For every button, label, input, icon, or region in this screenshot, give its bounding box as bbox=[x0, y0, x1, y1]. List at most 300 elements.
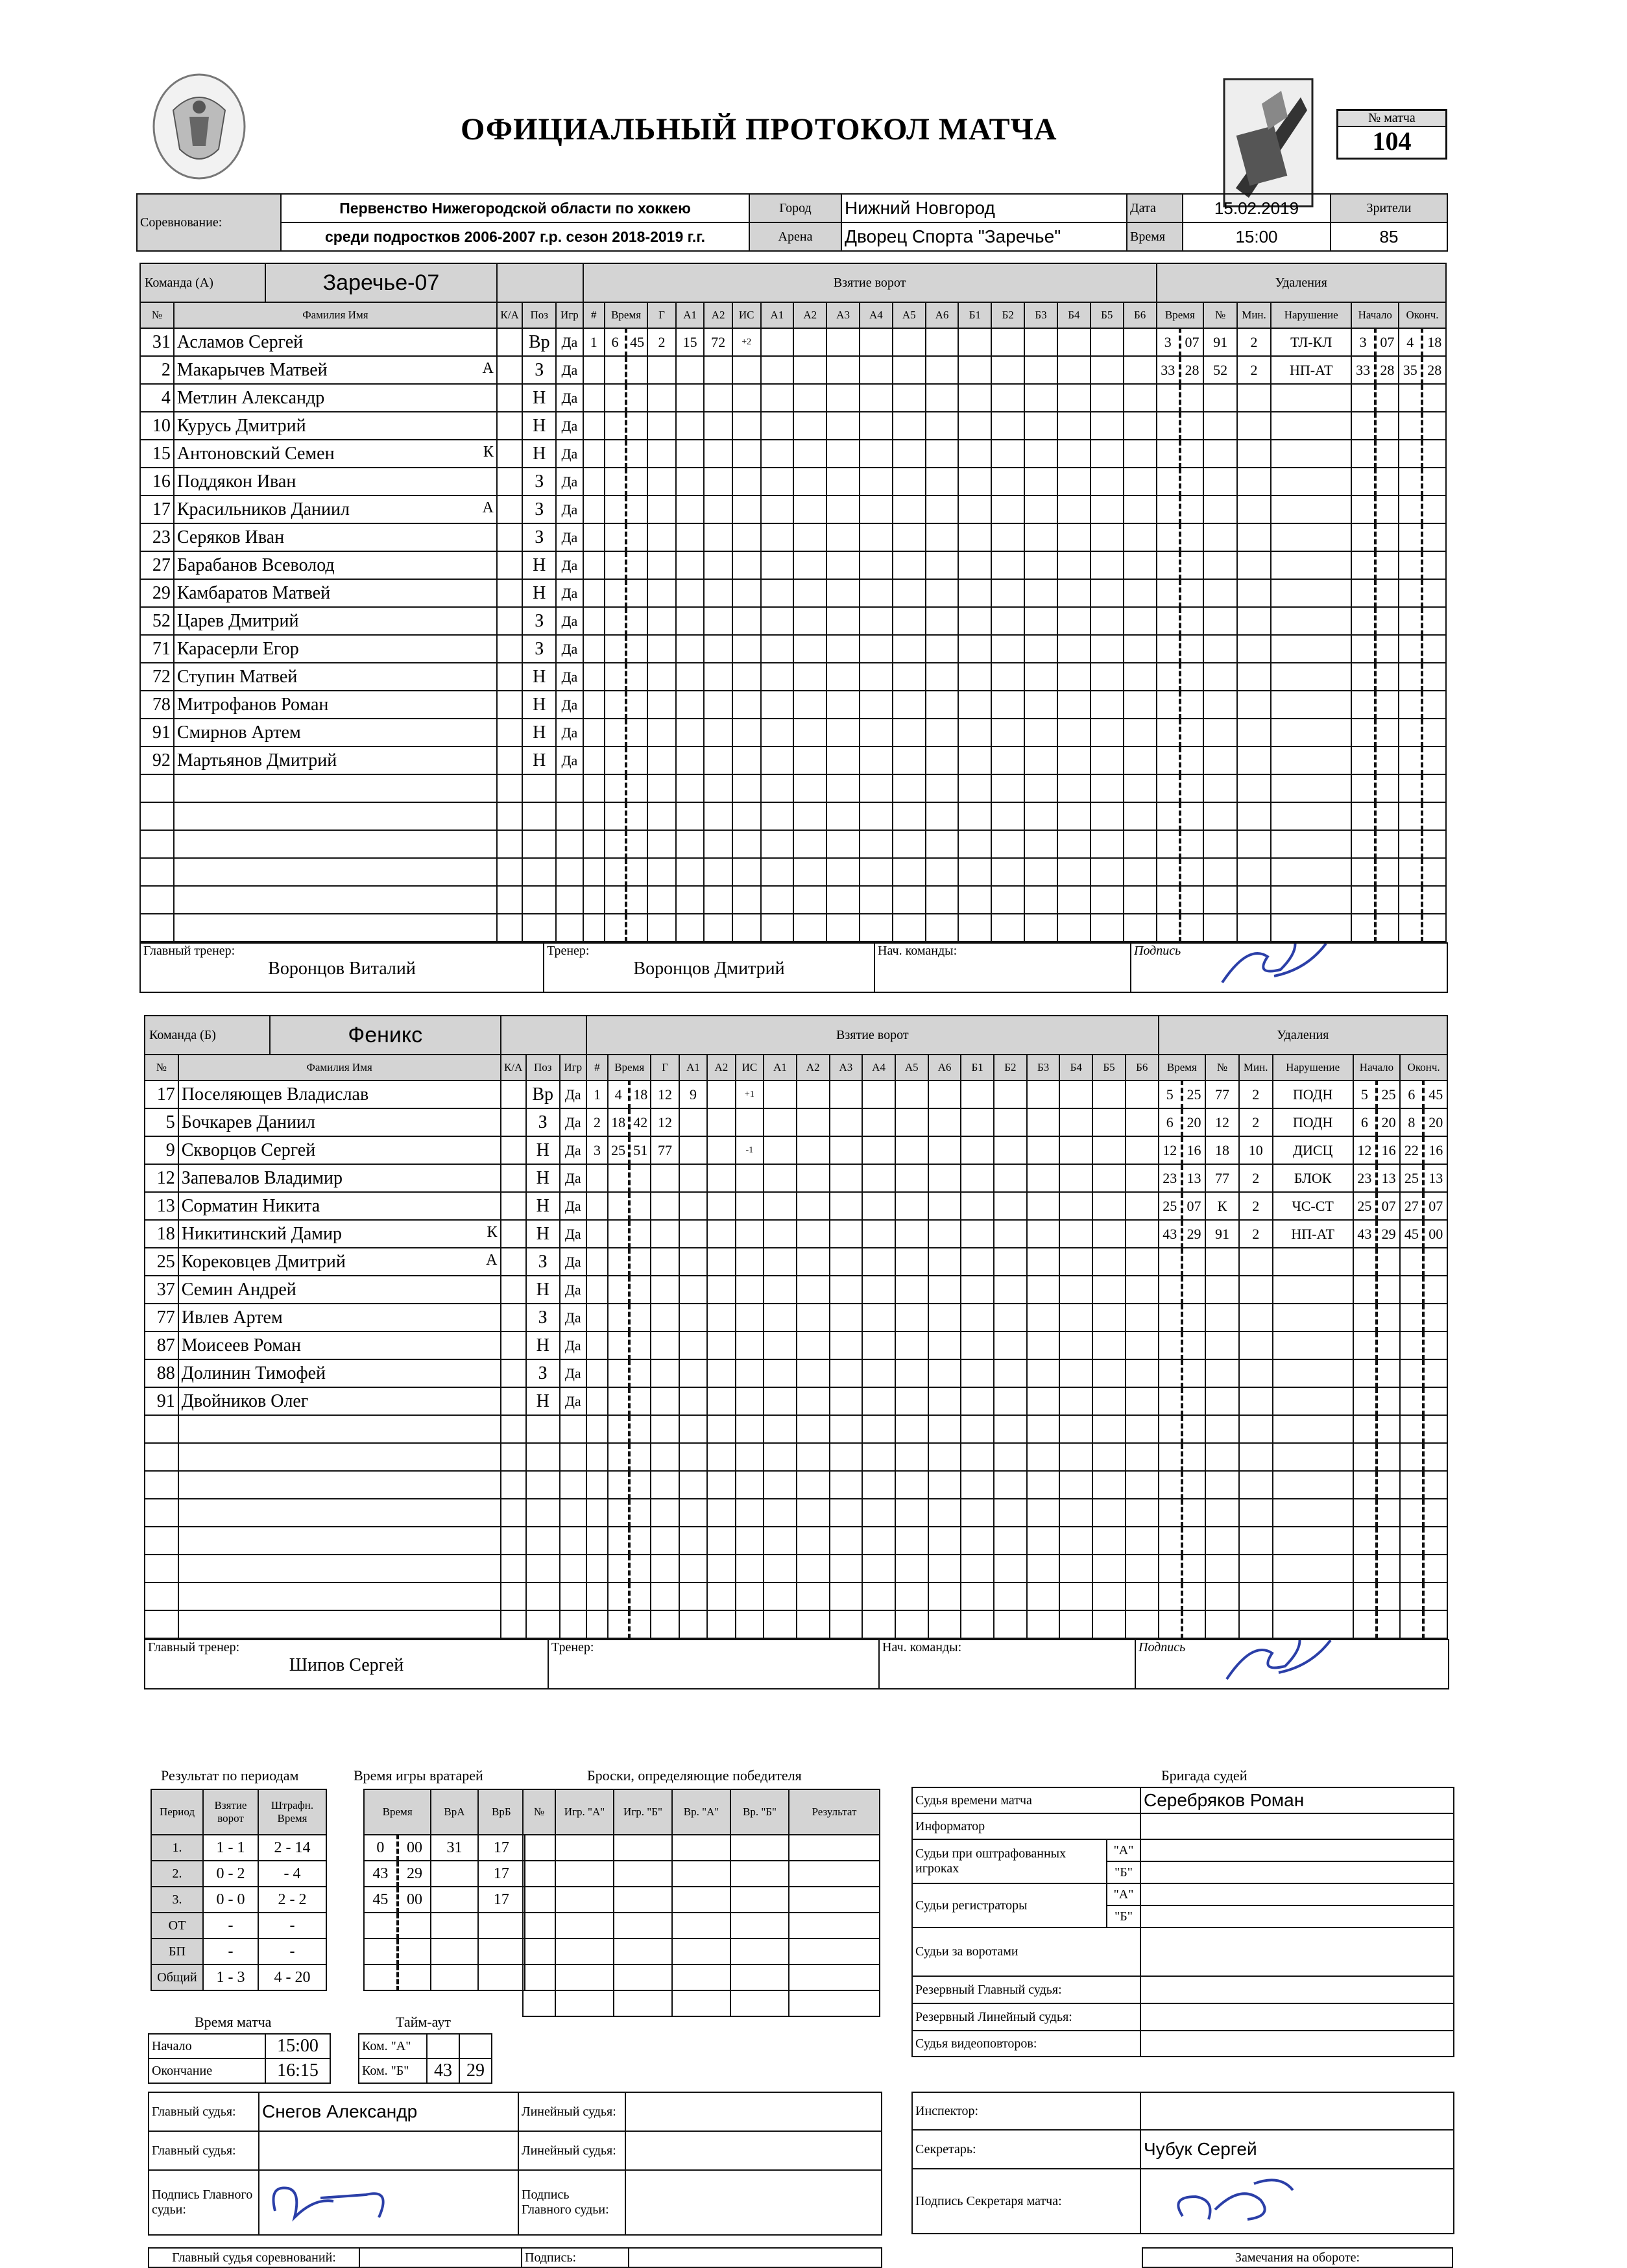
head-ref2-label: Главный судья: bbox=[149, 2131, 259, 2170]
reserve-line-label: Резервный Линейный судья: bbox=[912, 2003, 1140, 2031]
pen-sec bbox=[1180, 384, 1203, 412]
goal-sec bbox=[626, 691, 647, 719]
goal-a1 bbox=[676, 830, 705, 858]
timeout-b-label: Ком. "Б" bbox=[359, 2059, 427, 2083]
player-number: 27 bbox=[140, 551, 174, 579]
goal-no bbox=[583, 440, 605, 468]
pen-start-sec bbox=[1375, 579, 1399, 607]
player-number bbox=[145, 1471, 178, 1499]
periods-table bbox=[151, 1789, 327, 1991]
pen-sec bbox=[1182, 1527, 1205, 1555]
goal-no bbox=[586, 1359, 608, 1387]
player-number bbox=[140, 774, 174, 802]
player-pos: Н bbox=[526, 1276, 560, 1304]
player-ka: К bbox=[483, 443, 494, 460]
pen-sec bbox=[1180, 579, 1203, 607]
goal-strength bbox=[732, 607, 761, 635]
pen-player bbox=[1205, 1471, 1239, 1499]
pen-start-sec: 29 bbox=[1377, 1220, 1400, 1248]
pen-start-sec: 25 bbox=[1377, 1080, 1400, 1108]
goal-strength bbox=[736, 1527, 764, 1555]
period-name: Общий bbox=[151, 1964, 203, 1990]
goal-a2: 72 bbox=[704, 328, 732, 356]
pen-start-sec bbox=[1375, 635, 1399, 663]
reg-a-mark: "А" bbox=[1107, 1883, 1140, 1905]
goal-a2 bbox=[707, 1415, 735, 1443]
goal-min bbox=[608, 1443, 629, 1471]
goalie-b bbox=[478, 1913, 525, 1939]
goal-sec bbox=[626, 914, 647, 942]
goal-min bbox=[608, 1415, 629, 1443]
goal-strength bbox=[736, 1582, 764, 1610]
player-row bbox=[145, 1387, 1447, 1415]
goal-scorer bbox=[651, 1555, 679, 1582]
goalie-min: 45 bbox=[364, 1887, 398, 1913]
goal-strength: +2 bbox=[732, 328, 761, 356]
goal-no bbox=[583, 635, 605, 663]
chief-ref-comp-label: Главный судья соревнований: bbox=[149, 2248, 359, 2267]
player-played: Да bbox=[556, 328, 583, 356]
pen-min bbox=[1159, 1610, 1182, 1638]
goal-a1 bbox=[679, 1108, 707, 1136]
period-header: Период bbox=[151, 1789, 203, 1835]
player-pos: Н bbox=[522, 691, 556, 719]
goal-sec bbox=[629, 1220, 651, 1248]
player-name: Митрофанов Роман bbox=[176, 694, 329, 715]
goal-a1 bbox=[676, 719, 705, 746]
player-row bbox=[140, 830, 1446, 858]
pen-player bbox=[1203, 774, 1237, 802]
player-pos bbox=[522, 886, 556, 914]
pen-minutes bbox=[1237, 384, 1271, 412]
player-played: Да bbox=[560, 1331, 586, 1359]
pen-end-sec bbox=[1422, 551, 1446, 579]
timeout-a-label: Ком. "А" bbox=[359, 2034, 427, 2059]
player-number: 17 bbox=[145, 1080, 178, 1108]
player-number bbox=[145, 1415, 178, 1443]
pen-start-sec bbox=[1377, 1499, 1400, 1527]
pen-min: 5 bbox=[1159, 1080, 1182, 1108]
goal-a1 bbox=[679, 1415, 707, 1443]
pen-infraction bbox=[1271, 607, 1352, 635]
pen-start-min bbox=[1351, 579, 1375, 607]
pen-player bbox=[1205, 1387, 1239, 1415]
pen-minutes bbox=[1237, 886, 1271, 914]
pen-min: 6 bbox=[1159, 1108, 1182, 1136]
timekeeper-value: Серебряков Роман bbox=[1140, 1787, 1454, 1813]
goal-no bbox=[583, 914, 605, 942]
goal-strength: -1 bbox=[736, 1136, 764, 1164]
goal-scorer bbox=[647, 914, 676, 942]
pen-end-sec bbox=[1423, 1471, 1447, 1499]
player-pos: З bbox=[526, 1304, 560, 1331]
player-pos bbox=[526, 1527, 560, 1555]
player-pos: Н bbox=[522, 719, 556, 746]
period-pim: 2 - 2 bbox=[258, 1887, 326, 1913]
timeout-table bbox=[358, 2033, 492, 2084]
goal-a1 bbox=[676, 440, 705, 468]
goal-a1 bbox=[679, 1443, 707, 1471]
goal-strength bbox=[732, 914, 761, 942]
pen-infraction bbox=[1273, 1527, 1353, 1555]
pen-player bbox=[1205, 1582, 1239, 1610]
goalie-sec bbox=[398, 1913, 431, 1939]
goal-scorer bbox=[647, 886, 676, 914]
goal-min bbox=[608, 1359, 629, 1387]
shootout-header: № bbox=[523, 1789, 555, 1835]
pen-minutes bbox=[1237, 719, 1271, 746]
pen-infraction: ЧС-СТ bbox=[1273, 1192, 1353, 1220]
pen-start-sec bbox=[1375, 495, 1399, 523]
pen-start-min: 43 bbox=[1353, 1220, 1377, 1248]
player-ka: А bbox=[482, 359, 494, 377]
goal-a1 bbox=[679, 1471, 707, 1499]
pen-start-sec bbox=[1375, 551, 1399, 579]
pen-end-min bbox=[1400, 1304, 1423, 1331]
goalie-b: 17 bbox=[478, 1835, 525, 1861]
goal-scorer bbox=[647, 830, 676, 858]
goal-no bbox=[583, 607, 605, 635]
video-ref-label: Судья видеоповторов: bbox=[912, 2031, 1140, 2057]
pen-start-sec bbox=[1375, 774, 1399, 802]
pen-start-sec bbox=[1377, 1527, 1400, 1555]
goalie-min bbox=[364, 1913, 398, 1939]
player-number: 87 bbox=[145, 1331, 178, 1359]
goal-a2 bbox=[704, 663, 732, 691]
goal-min bbox=[608, 1304, 629, 1331]
goal-scorer bbox=[651, 1276, 679, 1304]
pen-min bbox=[1157, 719, 1180, 746]
period-row bbox=[151, 1939, 326, 1964]
player-number: 78 bbox=[140, 691, 174, 719]
goal-sec: 42 bbox=[629, 1108, 651, 1136]
goal-a2 bbox=[707, 1527, 735, 1555]
pen-infraction bbox=[1271, 691, 1352, 719]
player-number: 15 bbox=[140, 440, 174, 468]
pen-player bbox=[1203, 440, 1237, 468]
pen-end-min bbox=[1400, 1276, 1423, 1304]
player-row bbox=[145, 1582, 1447, 1610]
pen-minutes bbox=[1237, 495, 1271, 523]
pen-infraction bbox=[1271, 551, 1352, 579]
pen-end-min: 8 bbox=[1400, 1108, 1423, 1136]
goal-a2 bbox=[704, 746, 732, 774]
player-name: Курусь Дмитрий bbox=[176, 415, 306, 436]
goal-no: 3 bbox=[586, 1136, 608, 1164]
player-pos: Н bbox=[526, 1192, 560, 1220]
pen-end-sec bbox=[1423, 1387, 1447, 1415]
player-name: Смирнов Артем bbox=[176, 722, 301, 743]
pen-end-sec bbox=[1422, 495, 1446, 523]
pen-end-min bbox=[1399, 746, 1422, 774]
pen-minutes: 2 bbox=[1239, 1080, 1273, 1108]
pen-start-sec bbox=[1377, 1443, 1400, 1471]
goal-min bbox=[605, 468, 626, 495]
goal-min bbox=[605, 523, 626, 551]
player-played: Да bbox=[556, 691, 583, 719]
player-played bbox=[556, 886, 583, 914]
goal-scorer bbox=[647, 746, 676, 774]
goal-a2 bbox=[704, 356, 732, 384]
pen-infraction bbox=[1273, 1304, 1353, 1331]
pen-player: 52 bbox=[1203, 356, 1237, 384]
pen-infraction bbox=[1273, 1276, 1353, 1304]
player-played: Да bbox=[556, 551, 583, 579]
pen-sec bbox=[1180, 691, 1203, 719]
goal-scorer bbox=[651, 1499, 679, 1527]
pen-minutes bbox=[1237, 635, 1271, 663]
goal-no bbox=[583, 663, 605, 691]
pen-start-min bbox=[1351, 774, 1375, 802]
pen-min bbox=[1159, 1582, 1182, 1610]
goal-scorer bbox=[647, 719, 676, 746]
secretary-sign-label: Подпись Секретаря матча: bbox=[912, 2169, 1140, 2234]
goal-scorer bbox=[647, 607, 676, 635]
goal-a1 bbox=[676, 412, 705, 440]
coach-row bbox=[139, 942, 1448, 993]
pen-end-min bbox=[1399, 886, 1422, 914]
goal-sec bbox=[626, 579, 647, 607]
goal-a1 bbox=[676, 384, 705, 412]
goal-strength bbox=[732, 858, 761, 886]
pen-end-min bbox=[1400, 1582, 1423, 1610]
player-row bbox=[140, 635, 1446, 663]
goal-strength bbox=[736, 1276, 764, 1304]
pen-minutes bbox=[1237, 691, 1271, 719]
goal-a2 bbox=[704, 440, 732, 468]
pen-end-min bbox=[1400, 1527, 1423, 1555]
pen-end-sec bbox=[1422, 914, 1446, 942]
match-time-table bbox=[148, 2033, 331, 2084]
pen-start-sec bbox=[1375, 384, 1399, 412]
pen-start-sec bbox=[1375, 691, 1399, 719]
pen-min bbox=[1157, 886, 1180, 914]
goal-scorer bbox=[651, 1415, 679, 1443]
period-name: 1. bbox=[151, 1835, 203, 1861]
pen-start-sec bbox=[1377, 1471, 1400, 1499]
pen-end-min: 27 bbox=[1400, 1192, 1423, 1220]
match-number-box bbox=[1336, 109, 1447, 160]
pen-min bbox=[1157, 551, 1180, 579]
player-pos bbox=[522, 802, 556, 830]
goal-a2 bbox=[707, 1136, 735, 1164]
pen-sec: 07 bbox=[1182, 1192, 1205, 1220]
player-pos bbox=[526, 1610, 560, 1638]
player-name: Барабанов Всеволод bbox=[176, 555, 335, 575]
pen-end-min bbox=[1399, 858, 1422, 886]
player-number: 91 bbox=[140, 719, 174, 746]
goal-a1 bbox=[676, 914, 705, 942]
coach-sign-label: Подпись bbox=[1139, 1640, 1186, 1654]
goalie-a-header: ВрА bbox=[431, 1789, 477, 1835]
goal-strength bbox=[732, 495, 761, 523]
pen-end-sec: 18 bbox=[1422, 328, 1446, 356]
pen-end-min bbox=[1400, 1331, 1423, 1359]
player-row bbox=[145, 1359, 1447, 1387]
pen-end-min bbox=[1399, 579, 1422, 607]
goal-strength bbox=[732, 886, 761, 914]
coach-label: Тренер: bbox=[551, 1640, 594, 1654]
goal-scorer bbox=[651, 1471, 679, 1499]
player-name: Поселяющев Владислав bbox=[181, 1084, 369, 1104]
goal-min: 6 bbox=[605, 328, 626, 356]
goal-a2 bbox=[707, 1192, 735, 1220]
player-number: 23 bbox=[140, 523, 174, 551]
goalie-min: 43 bbox=[364, 1861, 398, 1887]
player-name: Камбаратов Матвей bbox=[176, 582, 331, 603]
pen-start-sec bbox=[1375, 802, 1399, 830]
goal-a2 bbox=[707, 1555, 735, 1582]
pen-min: 3 bbox=[1157, 328, 1180, 356]
pen-start-sec bbox=[1375, 914, 1399, 942]
pen-end-min: 22 bbox=[1400, 1136, 1423, 1164]
player-played: Да bbox=[560, 1080, 586, 1108]
player-number: 10 bbox=[140, 412, 174, 440]
goal-a2 bbox=[704, 579, 732, 607]
player-played: Да bbox=[556, 635, 583, 663]
goal-strength bbox=[736, 1387, 764, 1415]
pen-sec bbox=[1182, 1387, 1205, 1415]
player-name: Моисеев Роман bbox=[181, 1335, 302, 1355]
pen-player: 91 bbox=[1205, 1220, 1239, 1248]
pen-end-sec bbox=[1422, 440, 1446, 468]
competition-label: Соревнование: bbox=[137, 194, 281, 251]
player-row bbox=[145, 1610, 1447, 1638]
goal-no bbox=[583, 774, 605, 802]
pen-minutes bbox=[1237, 802, 1271, 830]
pen-sec bbox=[1180, 914, 1203, 942]
period-goals: 0 - 2 bbox=[203, 1861, 258, 1887]
penalty-box-refs-label: Судьи при оштрафованных игроках bbox=[912, 1839, 1107, 1883]
pen-min bbox=[1159, 1471, 1182, 1499]
pen-sec bbox=[1182, 1415, 1205, 1443]
player-number: 92 bbox=[140, 746, 174, 774]
goal-min: 25 bbox=[608, 1136, 629, 1164]
goal-no: 2 bbox=[586, 1108, 608, 1136]
goal-a1 bbox=[676, 746, 705, 774]
pen-start-min: 23 bbox=[1353, 1164, 1377, 1192]
player-pos bbox=[526, 1499, 560, 1527]
pen-player: 12 bbox=[1205, 1108, 1239, 1136]
player-played: Да bbox=[556, 719, 583, 746]
pen-start-min bbox=[1353, 1304, 1377, 1331]
team-label: Команда (А) bbox=[141, 264, 266, 302]
player-number: 91 bbox=[145, 1387, 178, 1415]
pen-player bbox=[1203, 802, 1237, 830]
player-played bbox=[560, 1471, 586, 1499]
pen-start-min bbox=[1353, 1443, 1377, 1471]
player-pos: Н bbox=[526, 1164, 560, 1192]
pen-end-min: 45 bbox=[1400, 1220, 1423, 1248]
player-pos: З bbox=[522, 495, 556, 523]
goal-sec bbox=[626, 663, 647, 691]
player-played bbox=[556, 830, 583, 858]
pen-min bbox=[1157, 384, 1180, 412]
pen-sec bbox=[1182, 1304, 1205, 1331]
pen-sec bbox=[1182, 1555, 1205, 1582]
goalie-a bbox=[431, 1861, 477, 1887]
pen-end-min bbox=[1399, 635, 1422, 663]
pen-player bbox=[1205, 1304, 1239, 1331]
goal-a1 bbox=[676, 607, 705, 635]
goal-strength bbox=[732, 356, 761, 384]
player-played bbox=[560, 1415, 586, 1443]
goal-min bbox=[608, 1331, 629, 1359]
goal-sec bbox=[626, 635, 647, 663]
goal-strength bbox=[736, 1443, 764, 1471]
pen-start-sec: 16 bbox=[1377, 1136, 1400, 1164]
pen-end-min: 35 bbox=[1399, 356, 1422, 384]
goal-min: 18 bbox=[608, 1108, 629, 1136]
player-ka: К bbox=[487, 1223, 498, 1241]
player-pos: Н bbox=[526, 1387, 560, 1415]
goal-sec bbox=[629, 1192, 651, 1220]
goalie-time-title: Время игры вратарей bbox=[354, 1767, 483, 1784]
pen-minutes bbox=[1239, 1304, 1273, 1331]
player-number: 29 bbox=[140, 579, 174, 607]
main-referees-table bbox=[148, 2092, 882, 2236]
player-row bbox=[140, 746, 1446, 774]
player-number bbox=[145, 1555, 178, 1582]
goal-sec bbox=[626, 495, 647, 523]
pen-player bbox=[1203, 412, 1237, 440]
goal-scorer bbox=[651, 1248, 679, 1276]
pen-start-min bbox=[1353, 1610, 1377, 1638]
pen-min: 12 bbox=[1159, 1136, 1182, 1164]
pen-minutes bbox=[1237, 774, 1271, 802]
pen-start-min bbox=[1351, 858, 1375, 886]
goal-no bbox=[586, 1471, 608, 1499]
pen-start-sec bbox=[1375, 440, 1399, 468]
goal-min bbox=[605, 830, 626, 858]
goal-no bbox=[583, 802, 605, 830]
goal-sec bbox=[629, 1331, 651, 1359]
pen-minutes bbox=[1237, 914, 1271, 942]
shootout-header: Игр. "Б" bbox=[614, 1789, 672, 1835]
goal-min bbox=[608, 1610, 629, 1638]
pen-end-min bbox=[1399, 440, 1422, 468]
player-row bbox=[145, 1164, 1447, 1192]
goal-a1 bbox=[676, 468, 705, 495]
goal-min bbox=[605, 356, 626, 384]
secretary-label: Секретарь: bbox=[912, 2130, 1140, 2169]
pen-end-sec: 13 bbox=[1423, 1164, 1447, 1192]
spectators-value: 85 bbox=[1331, 222, 1447, 251]
goal-min bbox=[608, 1499, 629, 1527]
pen-end-sec bbox=[1422, 830, 1446, 858]
goal-no bbox=[583, 551, 605, 579]
sign-head-label: Подпись Главного судьи: bbox=[149, 2170, 259, 2235]
pen-minutes bbox=[1239, 1555, 1273, 1582]
period-name: БП bbox=[151, 1939, 203, 1964]
team-name: Заречье-07 bbox=[322, 270, 440, 295]
footer-sign-label: Подпись: bbox=[522, 2248, 629, 2267]
pen-start-sec bbox=[1377, 1359, 1400, 1387]
pen-start-sec bbox=[1377, 1555, 1400, 1582]
goal-a1 bbox=[679, 1359, 707, 1387]
goal-a1 bbox=[679, 1248, 707, 1276]
pen-minutes bbox=[1239, 1387, 1273, 1415]
pen-sec bbox=[1180, 412, 1203, 440]
pen-start-min bbox=[1351, 523, 1375, 551]
remarks-table bbox=[1142, 2247, 1453, 2268]
pen-end-sec bbox=[1423, 1415, 1447, 1443]
player-row bbox=[140, 914, 1446, 942]
line-ref-signature bbox=[625, 2170, 882, 2235]
pen-player bbox=[1203, 663, 1237, 691]
pen-min bbox=[1157, 607, 1180, 635]
pen-end-min bbox=[1399, 830, 1422, 858]
